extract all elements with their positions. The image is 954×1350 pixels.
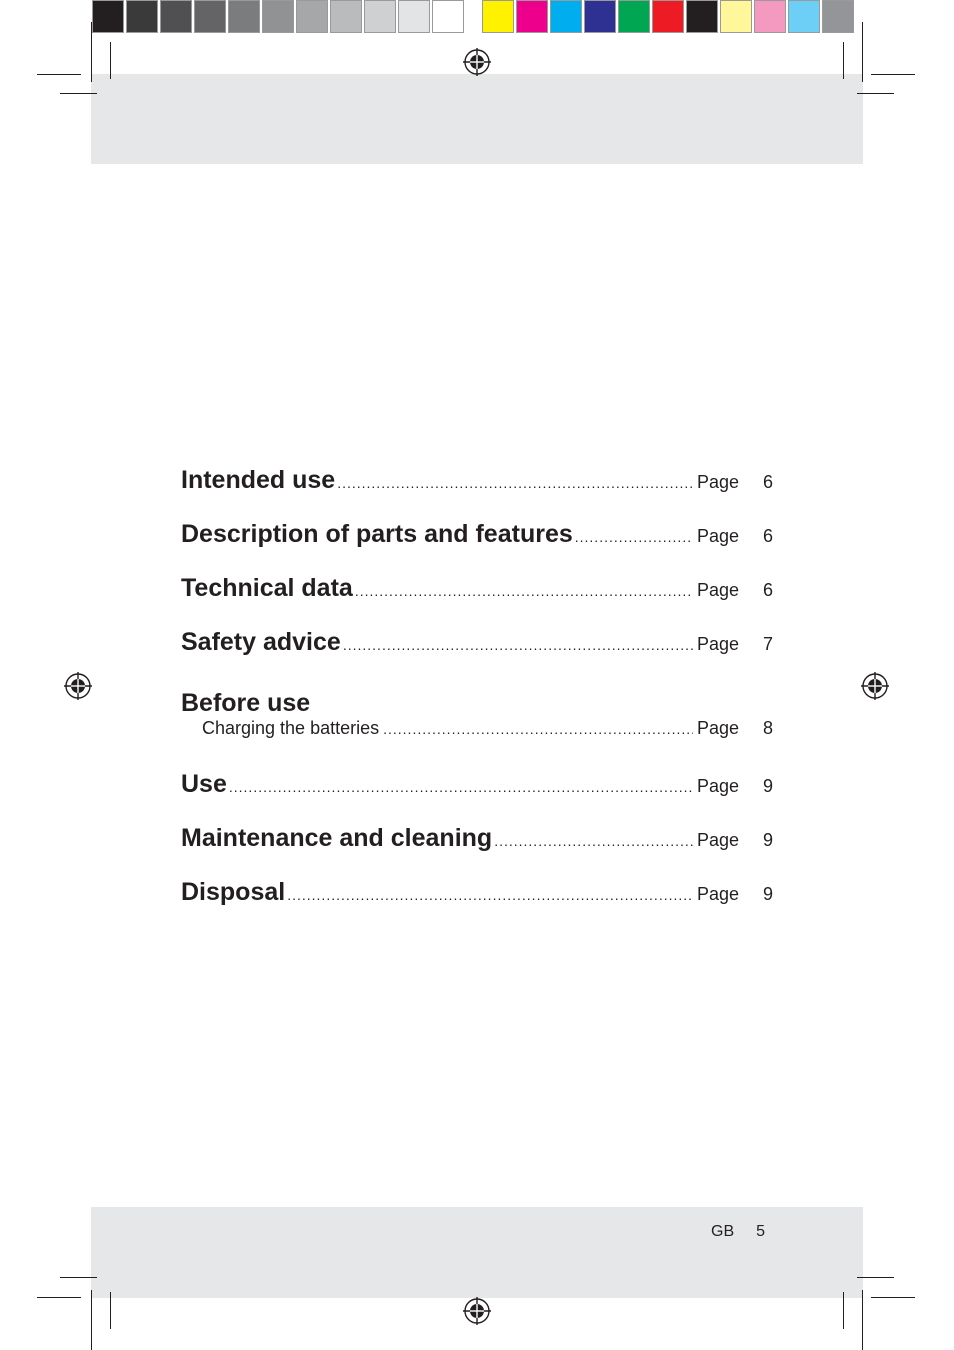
color-swatch [822,0,854,33]
dot-leader [229,779,693,795]
page-number: 7 [762,634,773,654]
page-number: 6 [762,526,773,546]
crop-mark [60,93,97,94]
crop-mark [843,42,844,79]
toc-section-title[interactable]: Before use [181,689,311,717]
dot-leader [575,529,693,545]
page-footer [711,1223,765,1241]
toc-entry-title: Disposal [181,878,286,906]
toc-entry-description-of-parts[interactable] [181,520,773,574]
registration-mark-icon [64,672,92,700]
dot-leader [383,721,693,737]
crop-mark [871,1297,915,1298]
grayscale-bar [92,0,466,33]
toc-entry-technical-data[interactable] [181,574,773,628]
toc-entry-title: Intended use [181,466,336,494]
crop-mark [862,1290,863,1350]
page-number: 9 [762,776,773,796]
gray-swatch [296,0,328,33]
toc-entry-maintenance[interactable] [181,824,773,878]
crop-mark [110,1292,111,1329]
crop-mark [37,1297,81,1298]
page-number: 9 [762,884,773,904]
dot-leader [355,583,693,599]
page-number: 6 [762,580,773,600]
page-number: 6 [762,472,773,492]
gray-swatch [194,0,226,33]
page-label: Page [696,776,739,796]
page-label: Page [696,884,739,904]
toc-entry-title: Safety advice [181,628,341,656]
dot-leader [337,475,693,491]
crop-mark [91,22,92,82]
page-label: Page [696,830,739,850]
dot-leader [287,887,693,903]
color-swatch [686,0,718,33]
gray-swatch [126,0,158,33]
footer-band [91,1207,863,1298]
toc-entry-title: Description of parts and features [181,520,573,548]
toc-entry-title: Use [181,770,227,798]
gray-swatch [262,0,294,33]
registration-mark-icon [463,1297,491,1325]
crop-mark [37,74,81,75]
crop-mark [110,42,111,79]
toc-entry-use[interactable] [181,770,773,824]
color-swatch [482,0,514,33]
gray-swatch [432,0,464,33]
toc-entry-safety-advice[interactable] [181,628,773,682]
language-code: GB [711,1223,735,1240]
color-swatch [720,0,752,33]
page-label: Page [696,634,739,654]
table-of-contents [181,466,773,932]
dot-leader [494,833,693,849]
crop-mark [862,22,863,82]
crop-mark [857,93,894,94]
toc-subentry-title: Charging the batteries [202,718,380,738]
color-bar [482,0,856,33]
crop-mark [871,74,915,75]
crop-mark [857,1277,894,1278]
toc-entry-title: Technical data [181,574,353,602]
header-band [91,74,863,164]
page-number: 9 [762,830,773,850]
toc-entry-intended-use[interactable] [181,466,773,520]
toc-section-before-use [181,682,773,770]
gray-swatch [364,0,396,33]
gray-swatch [92,0,124,33]
dot-leader [343,637,693,653]
footer-page-number: 5 [756,1223,766,1240]
crop-mark [843,1292,844,1329]
page-label: Page [696,580,739,600]
page-label: Page [696,472,739,492]
color-swatch [516,0,548,33]
page-label: Page [696,526,739,546]
toc-entry-title: Maintenance and cleaning [181,824,493,852]
registration-mark-icon [861,672,889,700]
page-label: Page [696,718,739,738]
toc-subentry-charging[interactable] [181,718,773,770]
color-swatch [550,0,582,33]
page-number: 8 [762,718,773,738]
gray-swatch [228,0,260,33]
crop-mark [91,1290,92,1350]
crop-mark [60,1277,97,1278]
color-swatch [584,0,616,33]
gray-swatch [330,0,362,33]
gray-swatch [160,0,192,33]
registration-mark-icon [463,48,491,76]
color-swatch [618,0,650,33]
gray-swatch [398,0,430,33]
color-swatch [652,0,684,33]
toc-entry-disposal[interactable] [181,878,773,932]
color-swatch [788,0,820,33]
color-swatch [754,0,786,33]
